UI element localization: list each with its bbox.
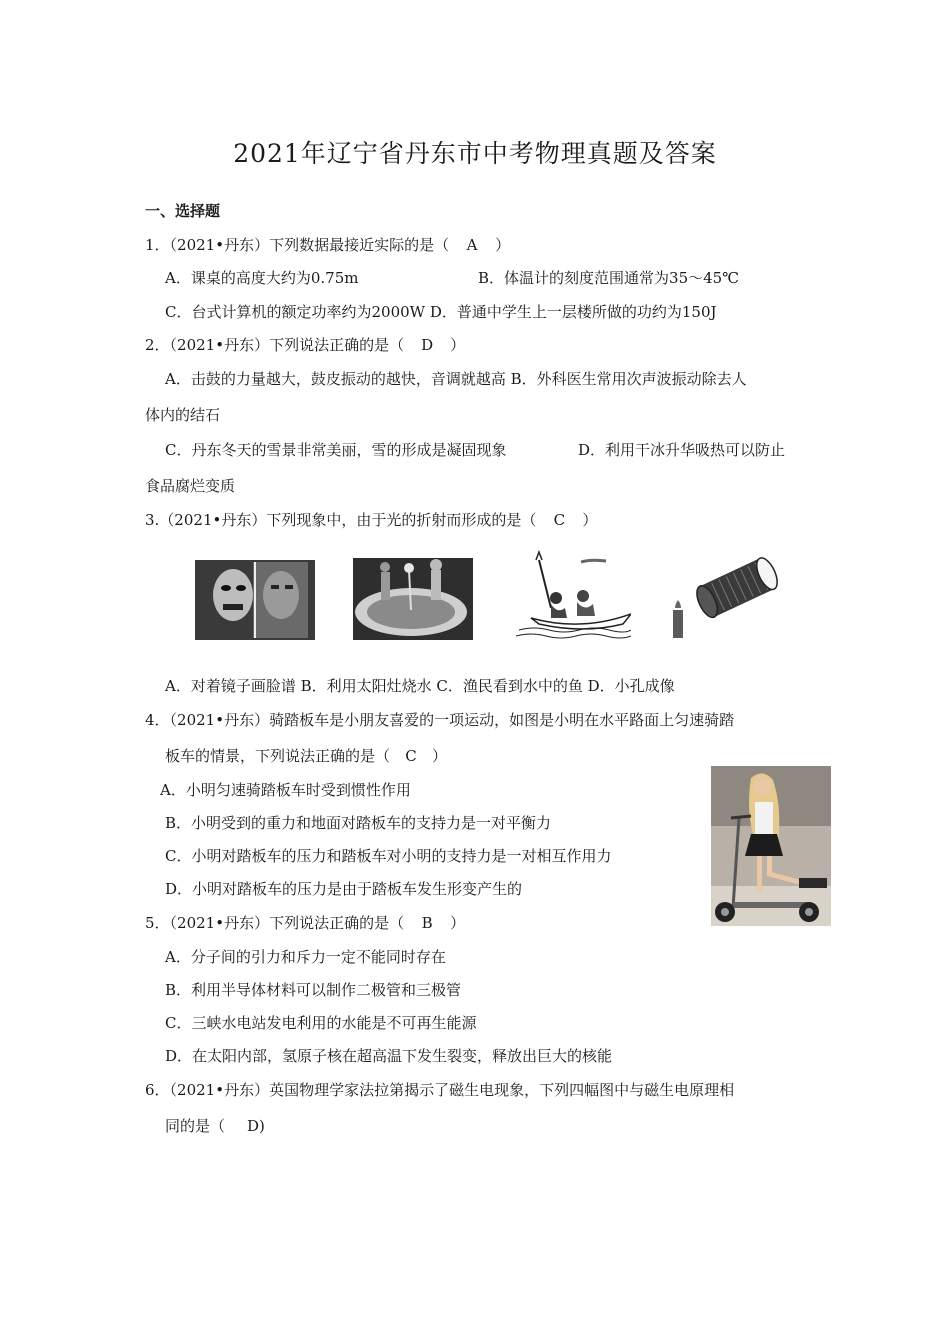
- question-1-option-cd: C．台式计算机的额定功率约为2000W D．普通中学生上一层楼所做的功约为150J: [165, 303, 717, 321]
- question-1-stem: 1．（2021•丹东）下列数据最接近实际的是（ A ）: [145, 236, 511, 254]
- question-5-answer: B: [421, 914, 433, 932]
- question-5-option-c: C．三峡水电站发电利用的水能是不可再生能源: [165, 1014, 477, 1032]
- question-4-option-d: D．小明对踏板车的压力是由于踏板车发生形变产生的: [165, 880, 523, 898]
- question-1-option-a: A．课桌的高度大约为0.75m: [165, 269, 359, 287]
- question-1-option-b: B．体温计的刻度范围通常为35～45℃: [478, 269, 739, 287]
- question-3-figures: [193, 540, 783, 645]
- question-5-stem: 5．（2021•丹东）下列说法正确的是（ B ）: [145, 914, 466, 932]
- question-3-options: A．对着镜子画脸谱 B．利用太阳灶烧水 C．渔民看到水中的鱼 D．小孔成像: [165, 677, 675, 695]
- question-6-stem-line1: 6．（2021•丹东）英国物理学家法拉第揭示了磁生电现象，下列四幅图中与磁生电原理相: [145, 1081, 735, 1099]
- question-4-option-b: B．小明受到的重力和地面对踏板车的支持力是一对平衡力: [165, 814, 552, 832]
- question-2-answer: D: [421, 336, 434, 354]
- page-title: 2021年辽宁省丹东市中考物理真题及答案: [233, 139, 717, 168]
- question-2-option-ab-line2: 体内的结石: [145, 406, 221, 424]
- question-4-stem-line1: 4．（2021•丹东）骑踏板车是小朋友喜爱的一项运动，如图是小明在水平路面上匀速骑踏: [145, 711, 735, 729]
- question-5-option-a: A．分子间的引力和斥力一定不能同时存在: [165, 948, 446, 966]
- question-4-option-c: C．小明对踏板车的压力和踏板车对小明的支持力是一对相互作用力: [165, 847, 612, 865]
- question-6-answer: D): [247, 1117, 265, 1135]
- question-2-option-c: C．丹东冬天的雪景非常美丽，雪的形成是凝固现象: [165, 441, 507, 459]
- question-5-option-b: B．利用半导体材料可以制作二极管和三极管: [165, 981, 462, 999]
- question-4-answer: C: [405, 747, 417, 765]
- question-2-option-d-line2: 食品腐烂变质: [145, 477, 236, 495]
- question-5-option-d: D．在太阳内部，氢原子核在超高温下发生裂变，释放出巨大的核能: [165, 1047, 613, 1065]
- question-3-stem: 3.（2021•丹东）下列现象中，由于光的折射而形成的是（ C ）: [145, 511, 598, 529]
- question-3-answer: C: [553, 511, 566, 529]
- solar-cooker-figure: [351, 540, 475, 640]
- question-1-answer: A: [466, 236, 478, 254]
- question-4-option-a: A．小明匀速骑踏板车时受到惯性作用: [160, 781, 411, 799]
- scooter-photo: [711, 766, 831, 926]
- question-2-option-ab-line1: A．击鼓的力量越大，鼓皮振动的越快，音调就越高 B．外科医生常用次声波振动除去人: [165, 370, 747, 388]
- section-heading: 一、选择题: [145, 202, 221, 220]
- question-4-stem-line2: 板车的情景，下列说法正确的是（ C ）: [165, 747, 448, 765]
- question-2-stem: 2．（2021•丹东）下列说法正确的是（ D ）: [145, 336, 466, 354]
- fisherman-figure: [511, 540, 631, 640]
- question-2-option-d: D．利用干冰升华吸热可以防止: [578, 441, 786, 459]
- question-6-stem-line2: 同的是（ D): [165, 1117, 265, 1135]
- mirror-face-figure: [193, 540, 315, 640]
- pinhole-camera-figure: [663, 540, 783, 640]
